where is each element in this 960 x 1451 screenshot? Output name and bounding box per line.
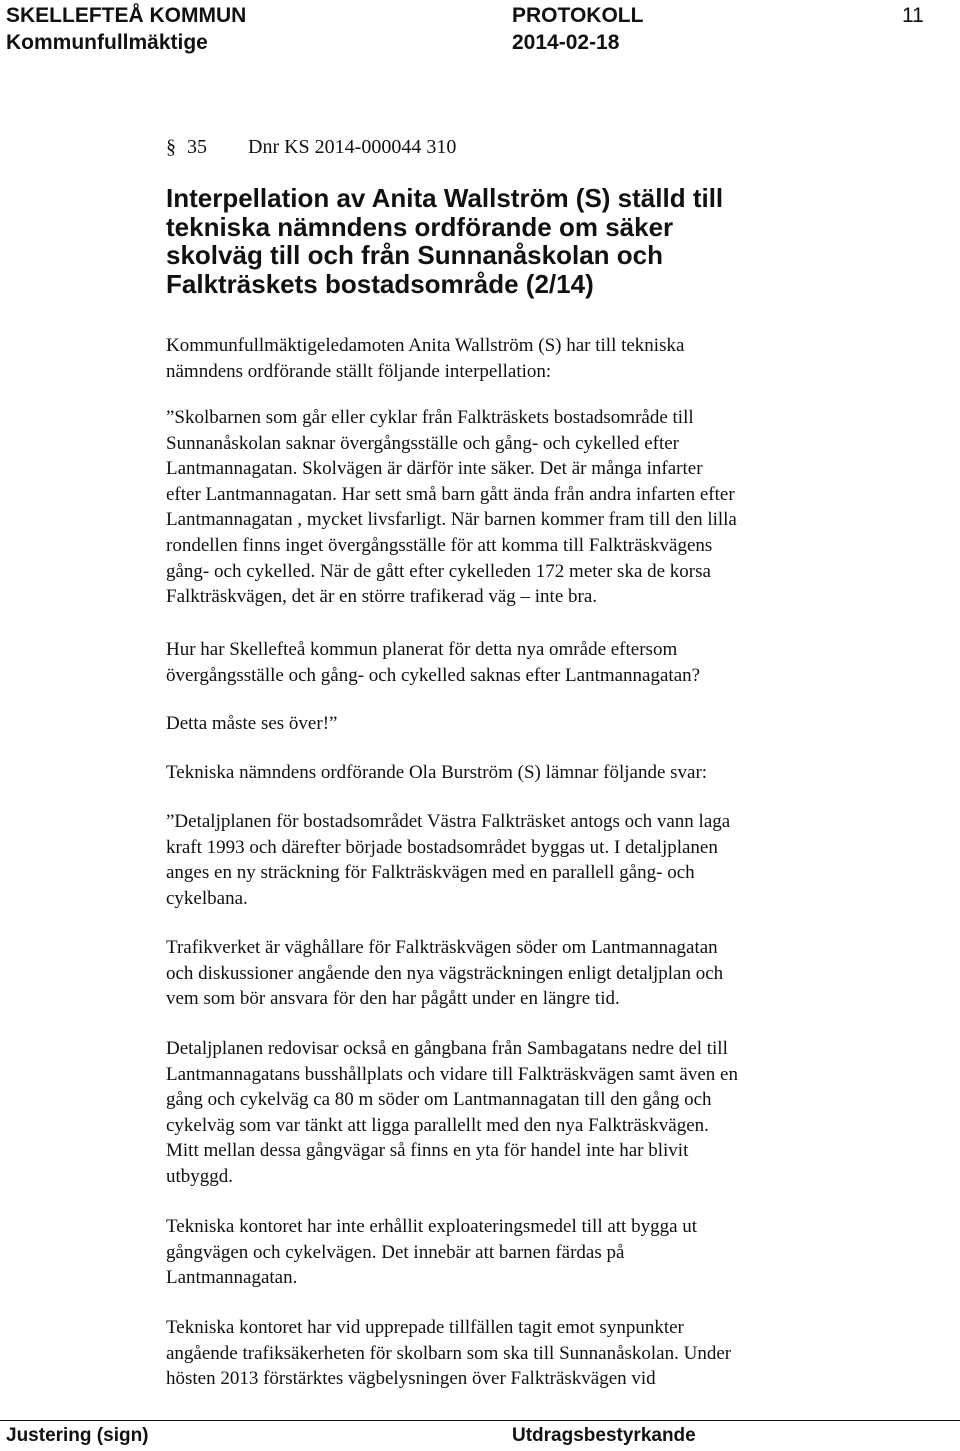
diary-number: Dnr KS 2014-000044 310 (248, 136, 457, 158)
text-line: gångvägen och cykelvägen. Det innebär att barnen färdas på (166, 1241, 625, 1263)
signature-label: Justering (sign) (6, 1425, 149, 1446)
text-line: övergångsställe och gång- och cykelled saknas efter Lantmannagatan? (166, 664, 701, 686)
title-line: skolväg till och från Sunnanåskolan och (166, 240, 663, 270)
title-line: Falkträskets bostadsområde (2/14) (166, 268, 594, 299)
text-line: utbyggd. (166, 1165, 234, 1187)
text-line: Tekniska nämndens ordförande Ola Burström (S) lämnar följande svar: (166, 762, 708, 783)
assembly-name: Kommunfullmäktige (6, 31, 208, 54)
title-line: tekniska nämndens ordförande om säker (166, 211, 674, 242)
section-symbol: § (166, 136, 176, 158)
intro-paragraph (166, 333, 856, 384)
text-line: cykelväg som var tänkt att ligga parallellt med den nya Falkträskvägen. (166, 1114, 709, 1136)
text-line: Lantmannagatans busshållplats och vidare till Falkträskvägen samt även en (166, 1063, 738, 1085)
text-line: rondellen finns inget övergångsställe för att komma till Falkträskvägens (166, 534, 713, 556)
text-line: hösten 2013 förstärktes vägbelysningen över Falkträskvägen vid (166, 1368, 656, 1390)
text-line: Sunnanåskolan saknar övergångsställe och gång- och cykelled efter (166, 432, 679, 454)
text-line: Kommunfullmäktigeledamoten Anita Wallström (S) har till tekniska (166, 335, 685, 356)
answer-paragraph (166, 1036, 856, 1190)
text-line: Lantmannagatan. Skolvägen är därför inte säker. Det är många infarter (166, 458, 703, 480)
text-line: och diskussioner angående den nya vägsträckningen enligt detaljplan och (166, 962, 724, 984)
text-line: ”Detaljplanen för bostadsområdet Västra Falkträsket antogs och vann laga (166, 811, 731, 832)
organization-name: SKELLEFTEÅ KOMMUN (6, 4, 247, 27)
text-line: gång- och cykelled. När de gått efter cykelleden 172 meter ska de korsa (166, 560, 711, 582)
answer-paragraph (166, 1315, 856, 1392)
text-line: Hur har Skellefteå kommun planerat för detta nya område eftersom (166, 639, 678, 660)
text-line: Falkträskvägen, det är en större trafikerad väg – inte bra. (166, 586, 598, 608)
text-line: kraft 1993 och därefter började bostadsområdet byggas ut. I detaljplanen (166, 836, 718, 858)
interpellation-quote (166, 405, 856, 610)
text-line: Tekniska kontoret har inte erhållit exploateringsmedel till att bygga ut (166, 1216, 698, 1237)
text-line: gång och cykelväg ca 80 m söder om Lantmannagatan till den gång och (166, 1089, 712, 1111)
section-reference (166, 134, 456, 160)
text-line: Detta måste ses över!” (166, 713, 338, 734)
text-line: Lantmannagatan , mycket livsfarligt. När barnen kommer fram till den lilla (166, 509, 737, 531)
footer-divider (0, 1420, 960, 1421)
text-line: cykelbana. (166, 887, 248, 909)
certification-label: Utdragsbestyrkande (512, 1425, 696, 1446)
answer-paragraph (166, 809, 856, 911)
text-line: vem som bör ansvara för den har pågått under en längre tid. (166, 988, 620, 1010)
closing-remark (166, 711, 856, 737)
page-number: 11 (902, 4, 924, 27)
page-title (166, 184, 886, 298)
text-line: nämndens ordförande ställt följande interpellation: (166, 360, 552, 382)
section-number: 35 (187, 136, 207, 158)
text-line: efter Lantmannagatan. Har sett små barn gått ända från andra infarten efter (166, 483, 735, 505)
text-line: anges en ny sträckning för Falkträskvägen med en parallell gång- och (166, 862, 695, 884)
meeting-date: 2014-02-18 (512, 31, 620, 54)
text-line: angående trafiksäkerheten för skolbarn som ska till Sunnanåskolan. Under (166, 1342, 732, 1364)
text-line: Lantmannagatan. (166, 1267, 298, 1289)
answer-paragraph (166, 1214, 856, 1291)
document-type: PROTOKOLL (512, 4, 644, 27)
text-line: Trafikverket är väghållare för Falkträskvägen söder om Lantmannagatan (166, 937, 718, 958)
answer-paragraph (166, 935, 856, 1012)
text-line: Tekniska kontoret har vid upprepade tillfällen tagit emot synpunkter (166, 1317, 684, 1338)
text-line: Mitt mellan dessa gångvägar så finns en yta för handel inte har blivit (166, 1140, 689, 1162)
text-line: ”Skolbarnen som går eller cyklar från Falkträskets bostadsområde till (166, 407, 694, 428)
text-line: Detaljplanen redovisar också en gångbana från Sambagatans nedre del till (166, 1038, 728, 1059)
title-line: Interpellation av Anita Wallström (S) ställd till (166, 183, 724, 213)
question-paragraph (166, 637, 856, 688)
answer-intro (166, 760, 856, 786)
